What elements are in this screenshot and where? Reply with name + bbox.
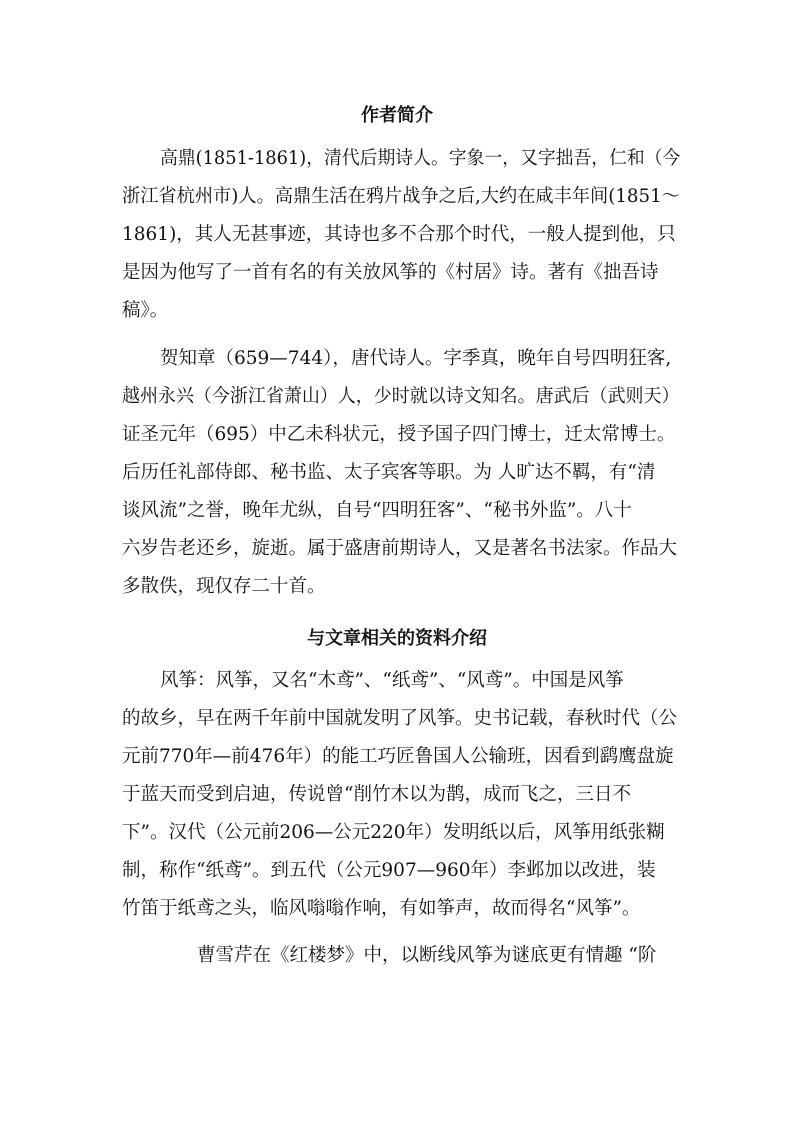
text-line: 越州永兴（今浙江省萧山）人，少时就以诗文知名。唐武后（武则天）	[122, 386, 680, 407]
text-line: 曹雪芹在《红楼梦》中，以断线风筝为谜底更有情趣 “阶	[197, 945, 657, 966]
text-line: 高鼎(1851-1861)，清代后期诗人。字象一，又字拙吾，仁和（今	[160, 148, 681, 169]
section-title-related-materials: 与文章相关的资料介绍	[307, 628, 487, 649]
text-line: 是因为他写了一首有名的有关放风筝的《村居》诗。著有《拙吾诗	[122, 262, 659, 283]
text-line: 的故乡，早在两千年前中国就发明了风筝。史书记载，春秋时代（公	[122, 708, 678, 729]
text-line: 证圣元年（695）中乙未科状元，授予国子四门博士，迁太常博士。	[122, 424, 676, 445]
text-line: 稿》。	[122, 300, 169, 321]
text-line: 下”。汉代（公元前206—公元220年）发明纸以后，风筝用纸张糊	[122, 822, 665, 843]
text-line: 于蓝天而受到启迪，传说曾“削竹木以为鹊，成而飞之，三日不	[122, 784, 631, 805]
text-line: 元前770年—前476年）的能工巧匠鲁国人公输班，因看到鹞鹰盘旋	[122, 746, 674, 767]
text-line: 谈风流”之誉，晚年尤纵，自号“四明狂客”、“秘书外监”。八十	[122, 500, 632, 521]
text-line: 风筝：风筝，又名“木鸢”、“纸鸢”、“风鸢”。中国是风筝	[160, 670, 624, 691]
text-line: 竹笛于纸鸢之头，临风嗡嗡作响，有如筝声，故而得名“风筝”。	[122, 898, 641, 919]
text-line: 后历任礼部侍郎、秘书监、太子宾客等职。为 人旷达不羁，有“清	[122, 462, 656, 483]
text-line: 六岁告老还乡，旋逝。属于盛唐前期诗人，又是著名书法家。作品大	[122, 538, 678, 559]
text-line: 制，称作“纸鸢”。到五代（公元907—960年）李邺加以改进，装	[122, 860, 656, 881]
text-line: 1861)，其人无甚事迹，其诗也多不合那个时代，一般人提到他，只	[122, 224, 676, 245]
text-line: 浙江省杭州市)人。高鼎生活在鸦片战争之后,大约在咸丰年间(1851～	[122, 186, 680, 207]
text-line: 贺知章（659—744），唐代诗人。字季真，晚年自号四明狂客,	[160, 348, 672, 369]
text-line: 多散佚，现仅存二十首。	[122, 576, 326, 597]
section-title-author-intro: 作者简介	[361, 105, 433, 126]
